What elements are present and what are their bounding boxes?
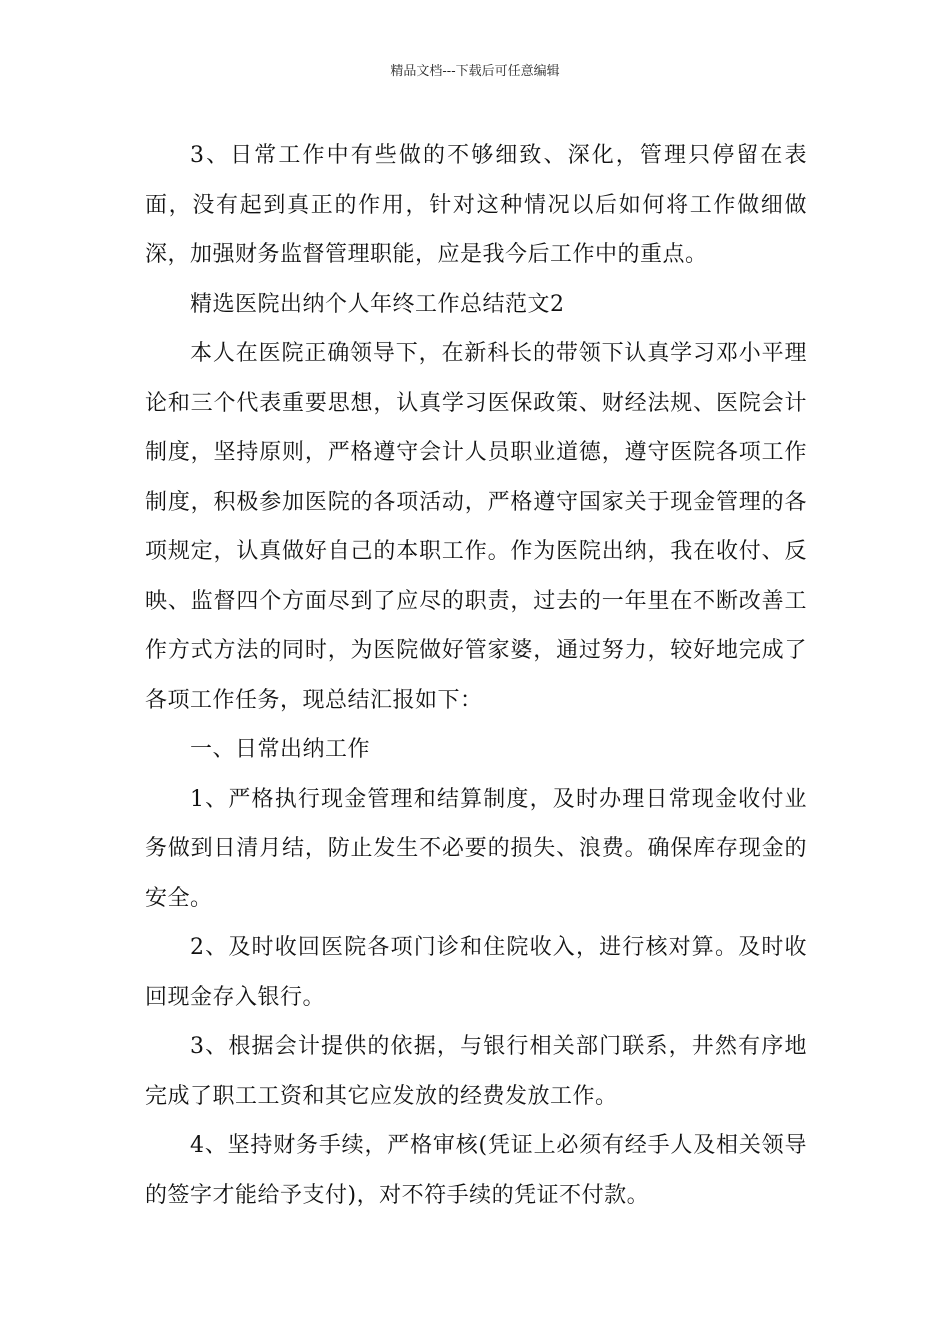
- paragraph-item-4: 4、坚持财务手续，严格审核(凭证上必须有经手人及相关领导的签字才能给予支付)，对不符手续的凭证不付款。: [145, 1133, 807, 1208]
- paragraph-intro: 本人在医院正确领导下，在新科长的带领下认真学习邓小平理论和三个代表重要思想，认真学习医保政策、财经法规、医院会计制度，坚持原则，严格遵守会计人员职业道德，遵守医院各项工作制度，积极参加医院的各项活动，严格遵守国家关于现金管理的各项规定，认真做好自己的本职工作。作为医院出纳，我在收付、反映、监督四个方面尽到了应尽的职责，过去的一年里在不断改善工作方式方法的同时，为医院做好管家婆，通过努力，较好地完成了各项工作任务，现总结汇报如下：: [145, 341, 807, 713]
- paragraph-item-1: 1、严格执行现金管理和结算制度，及时办理日常现金收付业务做到日清月结，防止发生不必要的损失、浪费。确保库存现金的安全。: [145, 786, 807, 911]
- section-title: 精选医院出纳个人年终工作总结范文2: [190, 291, 565, 317]
- subheading-daily-work: 一、日常出纳工作: [190, 737, 371, 762]
- paragraph-item-3: 3、根据会计提供的依据，与银行相关部门联系，井然有序地完成了职工工资和其它应发放的经费发放工作。: [145, 1034, 807, 1109]
- page-header: 精品文档---下载后可任意编辑: [390, 64, 560, 79]
- paragraph-item-2: 2、及时收回医院各项门诊和住院收入，进行核对算。及时收回现金存入银行。: [145, 935, 807, 1010]
- document-body: [145, 131, 807, 1220]
- paragraph-item-3-detail: 3、日常工作中有些做的不够细致、深化，管理只停留在表面，没有起到真正的作用，针对这种情况以后如何将工作做细做深，加强财务监督管理职能，应是我今后工作中的重点。: [145, 143, 807, 267]
